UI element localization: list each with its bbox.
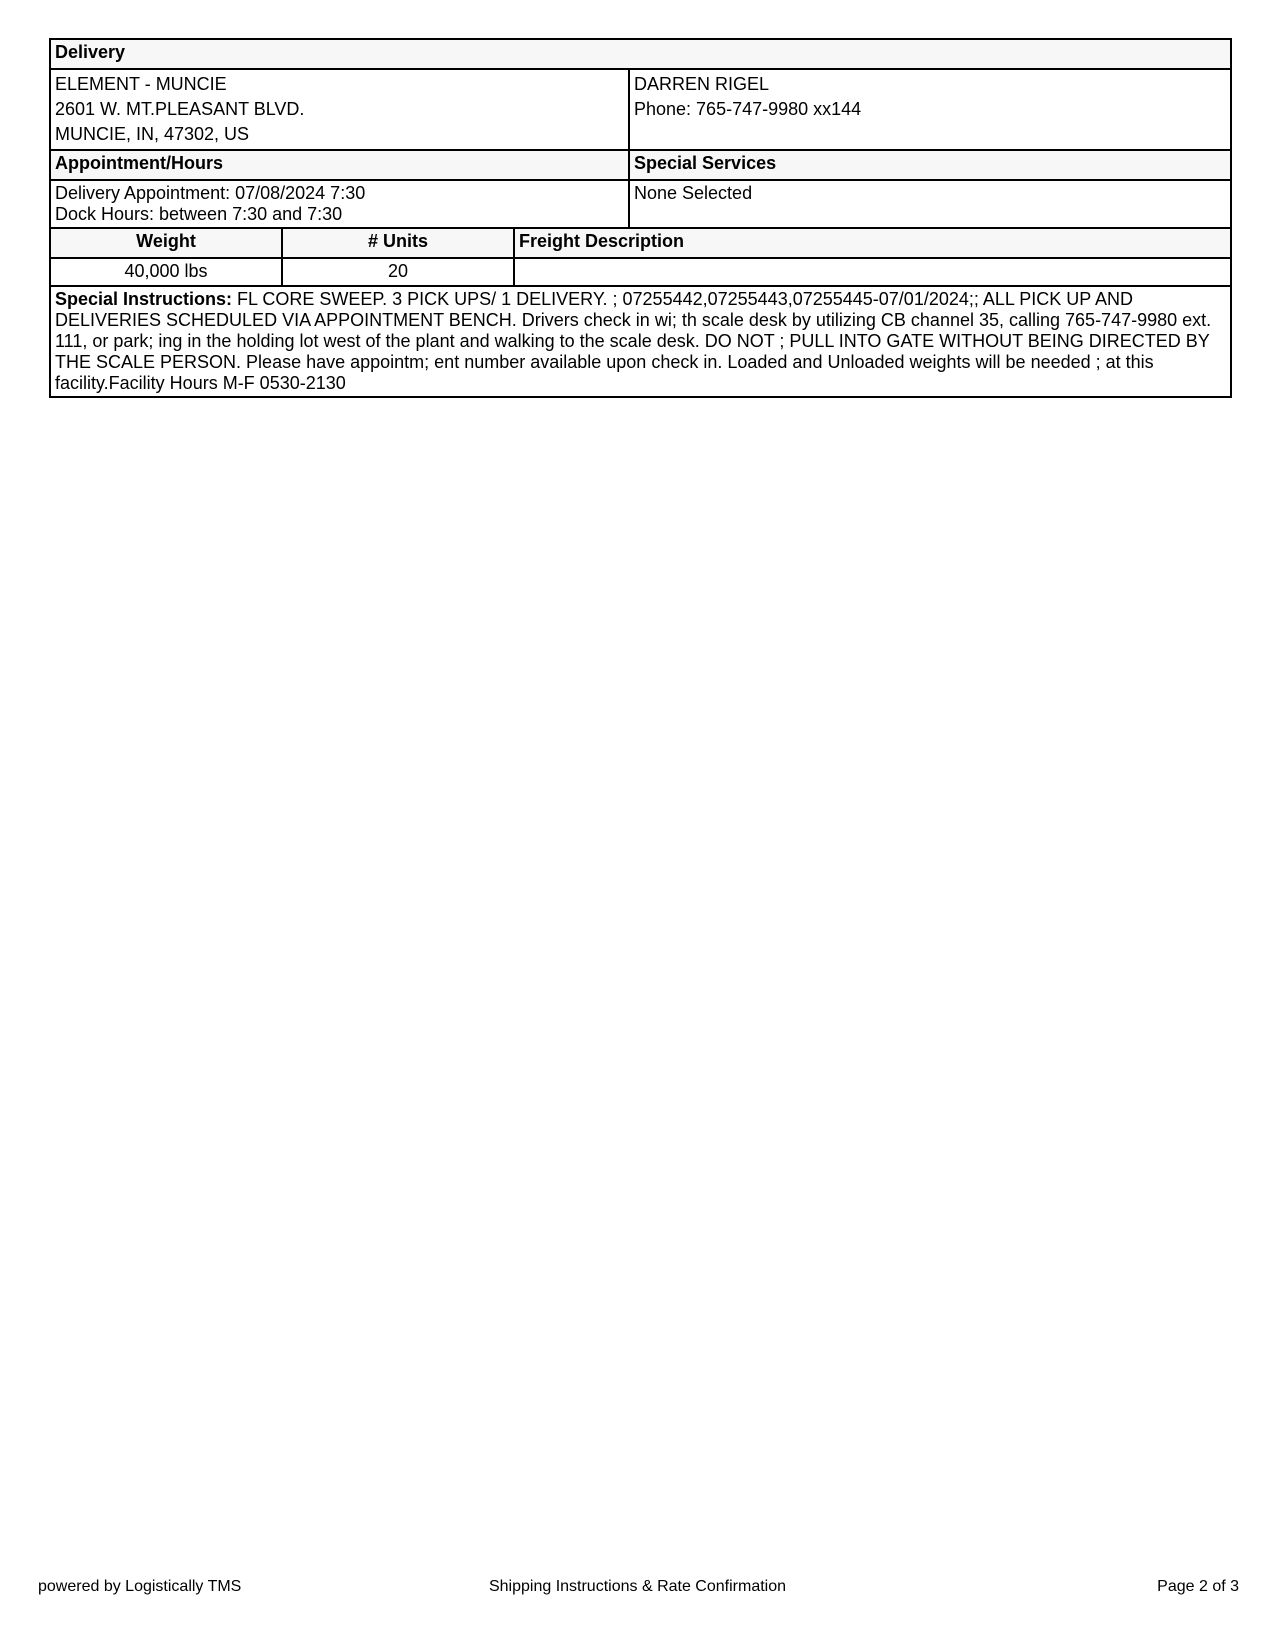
delivery-table bbox=[49, 38, 1232, 398]
appointment-line: Delivery Appointment: 07/08/2024 7:30 bbox=[55, 183, 366, 203]
footer-document-title bbox=[0, 1577, 1275, 1597]
special-services-value: None Selected bbox=[629, 180, 1231, 228]
footer-powered-by: powered by Logistically TMS bbox=[38, 1578, 242, 1595]
footer-document-title-text: Shipping Instructions & Rate Confirmation bbox=[488, 1578, 787, 1595]
contact-phone: Phone: 765-747-9980 xx144 bbox=[634, 99, 862, 119]
units-value: 20 bbox=[282, 258, 514, 286]
special-instructions-text: FL CORE SWEEP. 3 PICK UPS/ 1 DELIVERY. ; 07255442,07255443,07255445-07/01/2024;; ALL PICK UP AND DELIVERIES SCHEDULED VIA APPOINTMENT BENCH. Drivers check in wi; th scale desk by utilizing CB channel 35, calling 765-747-9980 ext. 111, or park; ing in the holding lot west of the plant and walking to the scale desk. DO NOT ; PULL INTO GATE WITHOUT BEING DIRECTED BY THE SCALE PERSON. Please have appointm; ent number available upon check in. Loaded and Unloaded weights will be needed ; at this facility.Facility Hours M-F 0530-2130 bbox=[55, 289, 1212, 393]
location-city-state: MUNCIE, IN, 47302, US bbox=[55, 124, 250, 144]
footer-page-number: Page 2 of 3 bbox=[1157, 1578, 1239, 1595]
special-services-header: Special Services bbox=[629, 150, 1231, 180]
units-header: # Units bbox=[282, 228, 514, 258]
location-street: 2601 W. MT.PLEASANT BLVD. bbox=[55, 99, 305, 119]
delivery-address bbox=[50, 69, 629, 150]
freight-description-header: Freight Description bbox=[514, 228, 1231, 258]
delivery-contact bbox=[629, 69, 1231, 150]
special-instructions-label: Special Instructions: bbox=[55, 289, 233, 309]
contact-name: DARREN RIGEL bbox=[634, 74, 770, 94]
appointment-details bbox=[50, 180, 629, 228]
weight-header: Weight bbox=[50, 228, 282, 258]
delivery-section-header: Delivery bbox=[50, 39, 1231, 69]
special-instructions bbox=[50, 286, 1231, 397]
freight-description-value bbox=[514, 258, 1231, 286]
location-name: ELEMENT - MUNCIE bbox=[55, 74, 227, 94]
appointment-header: Appointment/Hours bbox=[50, 150, 629, 180]
dock-hours-line: Dock Hours: between 7:30 and 7:30 bbox=[55, 204, 343, 224]
weight-value: 40,000 lbs bbox=[50, 258, 282, 286]
